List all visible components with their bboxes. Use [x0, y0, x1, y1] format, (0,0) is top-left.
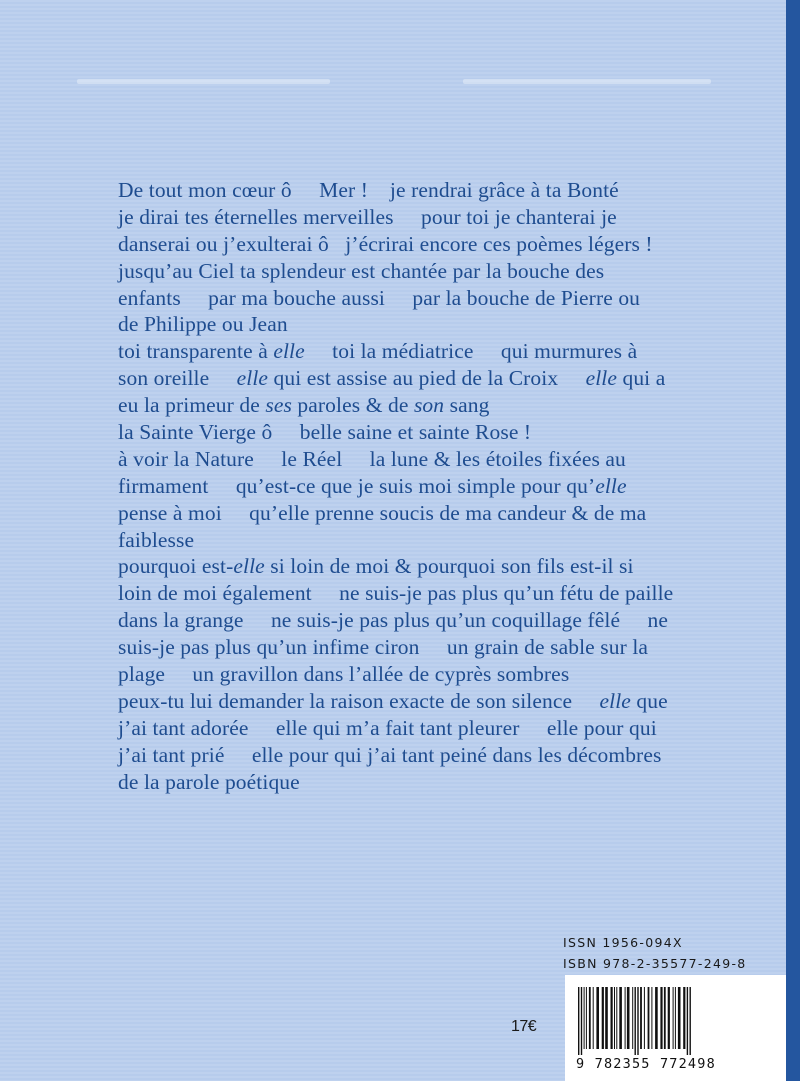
poem-segment: plage un gravillon dans l’allée de cyprès sombres: [118, 662, 570, 687]
barcode-bar: [668, 987, 670, 1049]
poem-line: [118, 500, 708, 527]
poem-segment: paroles & de: [291, 393, 414, 418]
poem-segment: jusqu’au Ciel ta splendeur est chantée par la bouche des: [118, 258, 605, 283]
barcode-bar: [678, 987, 681, 1049]
poem-segment: que: [630, 688, 668, 713]
barcode-bar: [619, 987, 622, 1049]
barcode-bar: [578, 987, 579, 1055]
poem-line: [118, 661, 708, 688]
barcode-bar: [602, 987, 604, 1049]
isbn-text: ISBN 978-2-35577-249-8: [563, 956, 747, 971]
barcode: [576, 987, 756, 1055]
barcode-bar: [581, 987, 582, 1055]
poem-emphasis: elle: [236, 366, 269, 391]
poem-segment: danserai ou j’exulterai ô j’écrirai encore ces poèmes légers !: [118, 231, 653, 256]
barcode-bar: [625, 987, 626, 1049]
poem-emphasis: elle: [273, 339, 305, 364]
poem-segment: j’ai tant adorée elle qui m’a fait tant pleurer elle pour qui: [118, 715, 657, 740]
barcode-bar: [593, 987, 594, 1049]
price-label: 17€: [511, 1018, 537, 1035]
poem-line: [118, 231, 708, 258]
poem-segment: son oreille: [118, 366, 237, 391]
poem-segment: toi transparente à: [118, 339, 274, 364]
poem-segment: sang: [444, 393, 490, 418]
poem-line: [118, 715, 708, 742]
poem-segment: de la parole poétique: [118, 769, 300, 794]
poem-segment: si loin de moi & pourquoi son fils est-il si: [264, 554, 634, 579]
poem-segment: loin de moi également ne suis-je pas plus qu’un fétu de paille: [118, 581, 674, 606]
poem-emphasis: elle: [233, 554, 265, 579]
barcode-bar: [589, 987, 591, 1049]
poem-line: [118, 607, 708, 634]
poem-line: [118, 338, 708, 365]
poem-line: [118, 204, 708, 231]
identifier-block: [563, 932, 747, 974]
barcode-bar: [584, 987, 585, 1049]
poem-line: [118, 311, 708, 338]
barcode-bar: [596, 987, 599, 1049]
poem-emphasis: elle: [599, 688, 631, 713]
poem-segment: toi la médiatrice qui murmures à: [304, 339, 638, 364]
poem-segment: faiblesse: [118, 527, 195, 552]
poem-segment: dans la grange ne suis-je pas plus qu’un coquillage fêlé ne: [118, 608, 669, 633]
poem-line: [118, 419, 708, 446]
poem-line: [118, 258, 708, 285]
poem-text: [118, 177, 708, 795]
poem-line: [118, 473, 708, 500]
poem-line: [118, 580, 708, 607]
barcode-bar: [660, 987, 662, 1049]
barcode-bar: [614, 987, 615, 1049]
poem-segment: suis-je pas plus qu’un infime ciron un grain de sable sur la: [118, 635, 649, 660]
poem-line: [118, 365, 708, 392]
barcode-bar: [605, 987, 608, 1049]
barcode-bar: [655, 987, 658, 1049]
issn-text: ISSN 1956-094X: [563, 935, 683, 950]
poem-segment: j’ai tant prié elle pour qui j’ai tant peiné dans les décombres: [118, 742, 662, 767]
poem-segment: firmament qu’est-ce que je suis moi simple pour qu’: [118, 473, 596, 498]
poem-segment: la Sainte Vierge ô belle saine et sainte Rose !: [118, 420, 532, 445]
poem-line: [118, 769, 708, 796]
poem-segment: de Philippe ou Jean: [118, 312, 288, 337]
decorative-rule-right: [463, 79, 711, 84]
poem-emphasis: son: [413, 393, 445, 418]
barcode-bar: [644, 987, 645, 1049]
barcode-bar: [586, 987, 587, 1049]
poem-line: [118, 634, 708, 661]
poem-segment: enfants par ma bouche aussi par la bouche de Pierre ou: [118, 285, 641, 310]
decorative-rule-left: [77, 79, 330, 84]
barcode-bar: [632, 987, 633, 1049]
barcode-bar: [673, 987, 674, 1049]
poem-line: [118, 177, 708, 204]
poem-line: [118, 392, 708, 419]
poem-emphasis: elle: [585, 366, 617, 391]
poem-emphasis: ses: [265, 393, 292, 418]
barcode-bar: [616, 987, 617, 1049]
barcode-bar: [683, 987, 685, 1049]
poem-segment: eu la primeur de: [118, 393, 266, 418]
barcode-bar: [627, 987, 630, 1049]
poem-segment: qui a: [617, 366, 666, 391]
barcode-bar: [664, 987, 666, 1049]
poem-segment: pense à moi qu’elle prenne soucis de ma candeur & de ma: [118, 500, 647, 525]
barcode-bar: [675, 987, 676, 1049]
poem-emphasis: elle: [595, 473, 627, 498]
poem-segment: peux-tu lui demander la raison exacte de son silence: [118, 688, 600, 713]
spine-band: [786, 0, 800, 1081]
poem-line: [118, 742, 708, 769]
barcode-bar: [690, 987, 691, 1055]
poem-line: [118, 527, 708, 554]
barcode-bar: [640, 987, 642, 1049]
barcode-bar: [635, 987, 636, 1055]
poem-line: [118, 285, 708, 312]
barcode-bar: [648, 987, 650, 1049]
barcode-bar: [687, 987, 688, 1055]
barcode-bar: [651, 987, 652, 1049]
poem-segment: à voir la Nature le Réel la lune & les étoiles fixées au: [118, 446, 626, 471]
poem-line: [118, 446, 708, 473]
poem-line: [118, 553, 708, 580]
poem-segment: je dirai tes éternelles merveilles pour toi je chanterai je: [118, 204, 617, 229]
barcode-bar: [611, 987, 613, 1049]
barcode-digits: 9 782355 772498: [576, 1056, 716, 1072]
barcode-bar: [637, 987, 638, 1055]
poem-segment: qui est assise au pied de la Croix: [268, 366, 586, 391]
poem-segment: De tout mon cœur ô Mer ! je rendrai grâce à ta Bonté: [118, 178, 619, 202]
poem-segment: pourquoi est-: [118, 554, 234, 579]
poem-line: [118, 688, 708, 715]
